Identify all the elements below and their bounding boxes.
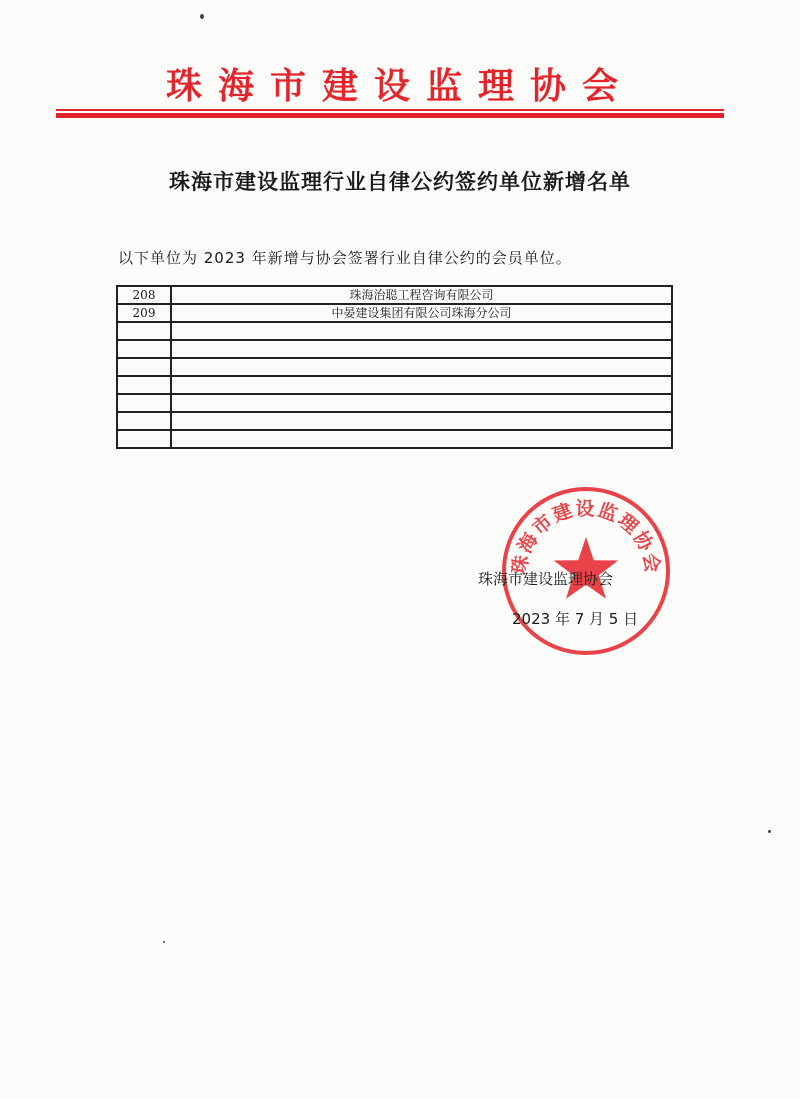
table-row [117,430,672,448]
member-name [171,394,672,412]
member-name [171,412,672,430]
letterhead-org-name: 珠海市建设监理协会 [165,65,634,107]
scan-speck [200,14,204,19]
member-name [171,340,672,358]
member-number [117,358,171,376]
member-number [117,412,171,430]
member-name [171,358,672,376]
table-row [117,340,672,358]
member-number [117,394,171,412]
issuer-name: 珠海市建设监理协会 [478,570,614,588]
letterhead-rule-thick [56,113,724,118]
table-row [117,376,672,394]
document-title: 珠海市建设监理行业自律公约签约单位新增名单 [169,170,631,194]
letterhead-rule-thin [56,109,724,111]
issue-date: 2023 年 7 月 5 日 [512,610,639,628]
member-number: 209 [117,304,171,322]
member-number [117,340,171,358]
table-row [117,412,672,430]
member-name [171,376,672,394]
member-name [171,322,672,340]
table-row [117,358,672,376]
seal-text: 珠海市建设监理协会 [508,497,664,577]
intro-paragraph: 以下单位为 2023 年新增与协会签署行业自律公约的会员单位。 [118,249,572,267]
scan-speck [768,830,771,833]
member-number [117,376,171,394]
table-row [117,394,672,412]
member-name: 珠海治聪工程咨询有限公司 [171,286,672,304]
members-table [116,285,673,449]
member-number [117,430,171,448]
member-number: 208 [117,286,171,304]
member-number [117,322,171,340]
member-name [171,430,672,448]
scan-speck [163,941,165,943]
table-row [117,286,672,304]
table-row [117,322,672,340]
table-row [117,304,672,322]
member-name: 中晏建设集团有限公司珠海分公司 [171,304,672,322]
